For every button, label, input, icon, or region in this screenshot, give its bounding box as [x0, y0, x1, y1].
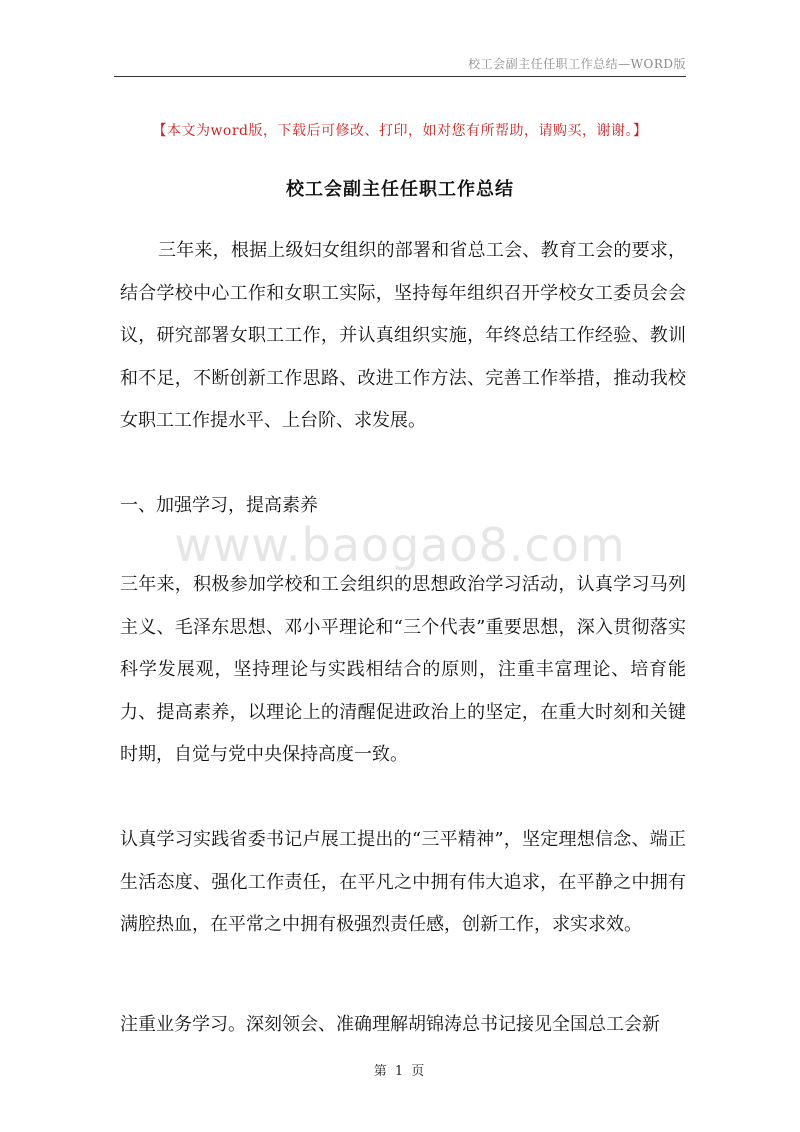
header-divider — [114, 76, 686, 77]
page-number: 第 1 页 — [373, 1064, 427, 1079]
paragraph-three-spirit: 认真学习实践省委书记卢展工提出的“三平精神”，坚定理想信念、端正生活态度、强化工作责任，在平凡之中拥有伟大追求，在平静之中拥有满腔热血，在平常之中拥有极强烈责任感，创新工作，求实求效。 — [120, 829, 686, 935]
purchase-notice: 【本文为word版，下载后可修改、打印，如对您有所帮助，请购买，谢谢。】 — [152, 123, 648, 139]
document-title: 校工会副主任任职工作总结 — [286, 179, 514, 200]
paragraph-intro: 三年来，根据上级妇女组织的部署和省总工会、教育工会的要求，结合学校中心工作和女职工实际，坚持每年组织召开学校女工委员会会议，研究部署女职工工作，并认真组织实施，年终总结工作经验、教训和不足，不断创新工作思路、改进工作方法、完善工作举措，推动我校女职工工作提水平、上台阶、求发展。 — [120, 240, 686, 431]
paragraph-study: 三年来，积极参加学校和工会组织的思想政治学习活动，认真学习马列主义、毛泽东思想、邓小平理论和“三个代表”重要思想，深入贯彻落实科学发展观，坚持理论与实践相结合的原则，注重丰富理论、培育能力、提高素养，以理论上的清醒促进政治上的坚定，在重大时刻和关键时期，自觉与党中央保持高度一致。 — [120, 574, 686, 765]
running-header: 校工会副主任任职工作总结—WORD版 — [468, 57, 686, 71]
watermark-text: www.baogao8.com — [174, 518, 626, 572]
paragraph-business-study: 注重业务学习。深刻领会、准确理解胡锦涛总书记接见全国总工会新 — [120, 1014, 660, 1035]
section-heading-1: 一、加强学习，提高素养 — [120, 495, 318, 516]
